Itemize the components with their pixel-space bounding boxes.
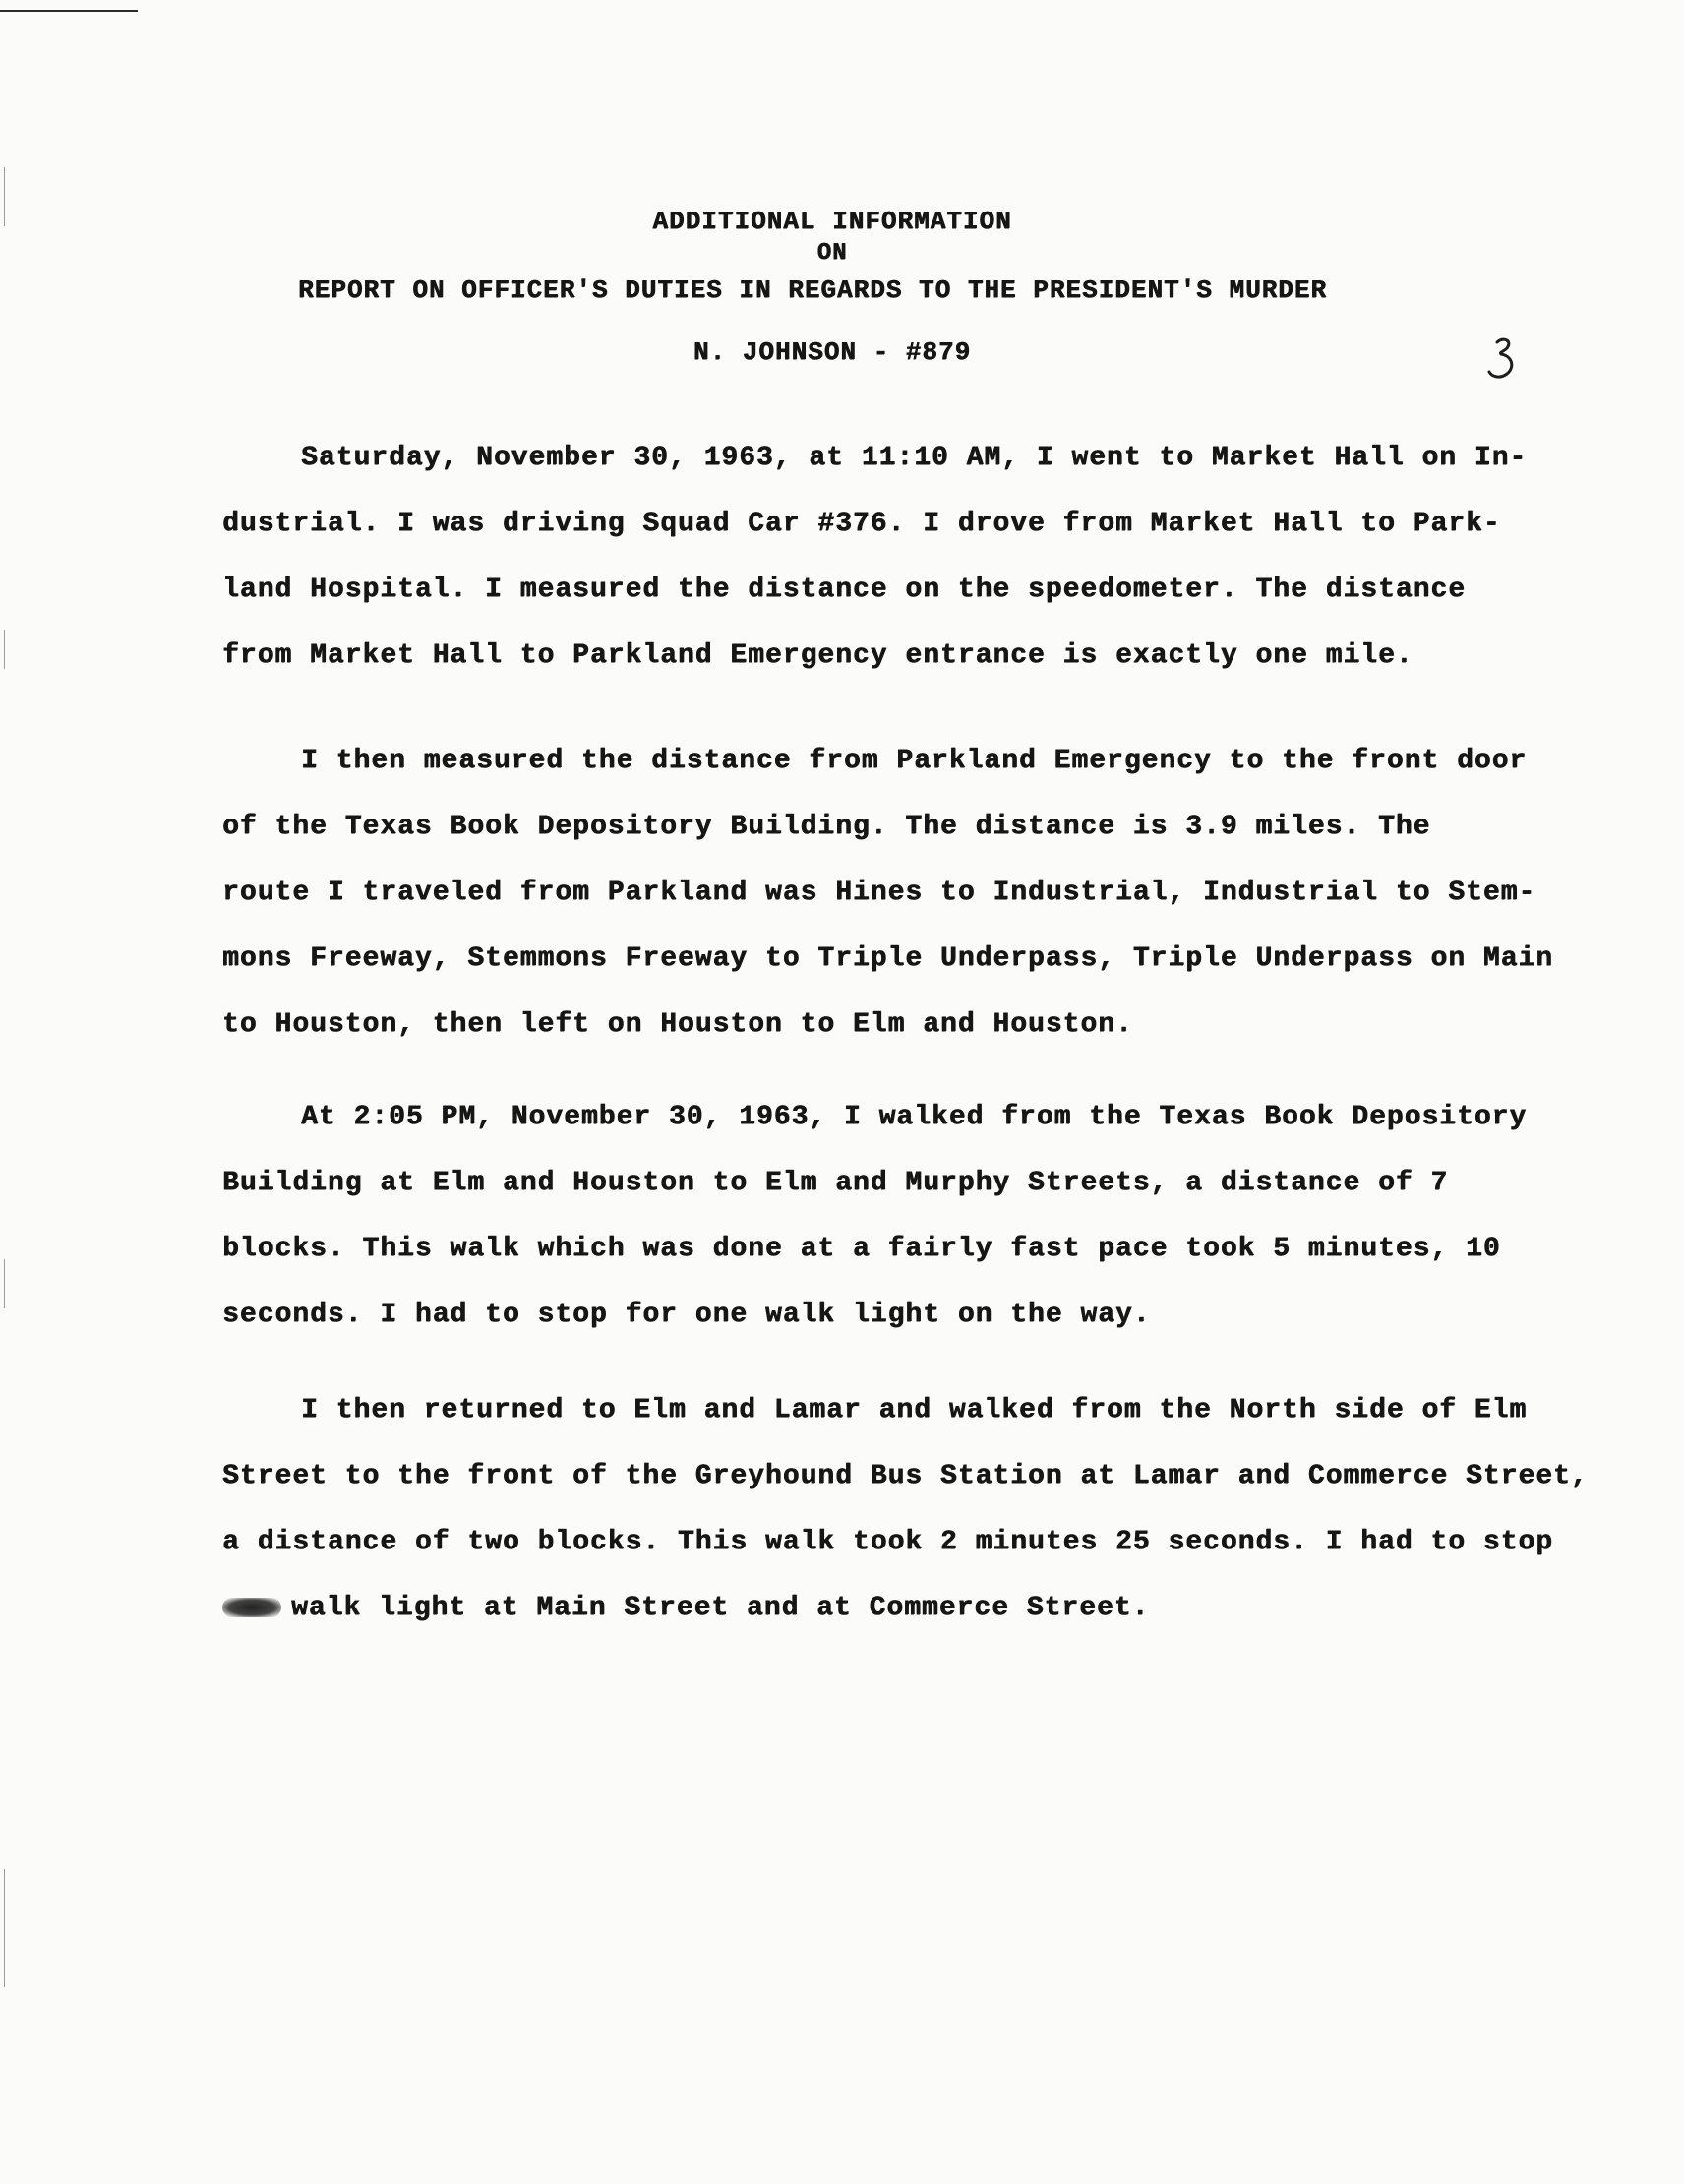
paragraph-line: dustrial. I was driving Squad Car #376. I drove from Market Hall to Park- [222,509,1501,539]
paragraph-depository-distance [222,728,1554,1058]
paragraph-line: At 2:05 PM, November 30, 1963, I walked from the Texas Book Depository [301,1102,1528,1132]
paragraph-murphy-walk [222,1084,1528,1348]
paragraph-line: I then returned to Elm and Lamar and walked from the North side of Elm [301,1395,1528,1426]
paragraph-line: from Market Hall to Parkland Emergency entrance is exactly one mile. [222,640,1413,671]
paragraph-greyhound-walk [222,1377,1589,1641]
paragraph-line: to Houston, then left on Houston to Elm and Houston. [222,1009,1133,1040]
paragraph-line: Building at Elm and Houston to Elm and Murphy Streets, a distance of 7 [222,1168,1449,1198]
heading-connector: ON [816,240,848,267]
heading-subject: REPORT ON OFFICER'S DUTIES IN REGARDS TO THE PRESIDENT'S MURDER [298,275,1327,305]
paragraph-line: a distance of two blocks. This walk took 2 minutes 25 seconds. I had to stop [222,1527,1554,1557]
paragraph-line: mons Freeway, Stemmons Freeway to Triple Underpass, Triple Underpass on Main [222,943,1554,974]
paragraph-line-with-smudge [222,1575,1501,1641]
paragraph-line: of the Texas Book Depository Building. The distance is 3.9 miles. The [222,812,1431,842]
heading-title: ADDITIONAL INFORMATION [652,207,1012,236]
paragraph-line-text: walk light at Main Street and at Commerce Street. [291,1593,1150,1623]
scan-left-edge-mark [4,1259,5,1308]
scan-left-edge-mark [4,1869,5,1987]
paragraph-line: Saturday, November 30, 1963, at 11:10 AM, I went to Market Hall on In- [301,443,1528,473]
paragraph-line: blocks. This walk which was done at a fairly fast pace took 5 minutes, 10 [222,1234,1501,1264]
paragraph-line: seconds. I had to stop for one walk light on the way. [222,1300,1151,1330]
scan-edge-line [0,10,138,12]
paragraph-line: I then measured the distance from Parkland Emergency to the front door [301,746,1528,776]
paragraph-line: Street to the front of the Greyhound Bus Station at Lamar and Commerce Street, [222,1461,1589,1491]
ink-smudge [222,1598,281,1617]
scan-left-edge-mark [4,630,5,669]
paragraph-line: land Hospital. I measured the distance on the speedometer. The distance [222,575,1466,605]
handwritten-page-mark [1483,334,1523,384]
paragraph-line: route I traveled from Parkland was Hines to Industrial, Industrial to Stem- [222,878,1536,908]
heading-author: N. JOHNSON - #879 [692,337,972,367]
paragraph-market-hall [222,425,1528,689]
